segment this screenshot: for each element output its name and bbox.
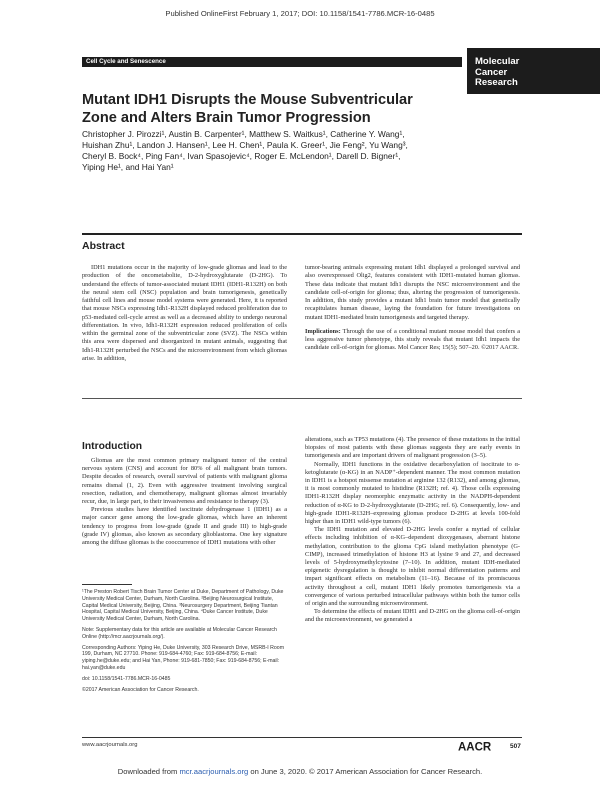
affiliations-footnote: ¹The Preston Robert Tisch Brain Tumor Center at Duke, Department of Pathology, Duke University Medical Center, Durham, North Carolina. ²Beijing Neurosurgical Institute, Capital Medical University, Beijing, China. ³Neurosurgery Department, Beijing Tiantan Hospital, Capital Medical University, Beijing, China. ⁴Duke Cancer Institute, Duke University Medical Center, Durham, North Carolina. — [82, 589, 284, 623]
body-paragraph: Previous studies have identified isocitrate dehydrogenase 1 (IDH1) as a major cancer gene among the low-grade gliomas, which have an inherent tendency to progress from low-grade (grade II and grade III) to high-grade (grade IV) gliomas, also known as secondary glioblastoma. One key signature among the diffuse gliomas is the cooccurrence of IDH1 mutations with other — [82, 506, 287, 547]
abstract-heading: Abstract — [82, 240, 125, 252]
page-footer-rule — [82, 737, 522, 738]
footnotes — [82, 589, 287, 697]
corresponding-authors: Corresponding Authors: Yiping He, Duke University, 303 Research Drive, MSRB-I Room 199, Durham, NC 27710. Phone: 919-684-4760; Fax: 919-684-8756; E-mail: yiping.he@duke.edu; and Hai Yan, Phone: 919-681-7850; Fax: 919-684-8756; E-mail: hai.yan@duke.edu — [82, 644, 285, 671]
journal-name-tab — [467, 48, 600, 94]
article-title — [82, 91, 472, 127]
implications-label: Implications: — [305, 327, 341, 335]
journal-name-line1: Molecular — [475, 56, 520, 67]
introduction-heading: Introduction — [82, 441, 143, 452]
implications-paragraph — [305, 328, 520, 353]
author-line: Christopher J. Pirozzi¹, Austin B. Carpenter¹, Matthew S. Waitkus¹, Catherine Y. Wang¹, — [82, 129, 405, 139]
supplementary-note: Note: Supplementary data for this article are available at Molecular Cancer Research Online (http://mcr.aacrjournals.org/). — [82, 626, 277, 640]
journal-name-line3: Research — [475, 77, 518, 88]
download-suffix: on June 3, 2020. © 2017 American Association for Cancer Research. — [248, 767, 483, 776]
abstract-top-rule — [82, 233, 522, 235]
section-label-bar — [82, 57, 462, 67]
abstract-paragraph: IDH1 mutations occur in the majority of low-grade gliomas and lead to the production of the oncometabolite, D-2-hydroxyglutarate (D-2HG). To understand the effects of tumor-associated mutant IDH1 (IDH1-R132H) on both the neural stem cell (NSC) population and brain tumorigenesis, genetically faithful cell lines and mouse model systems were generated. Here, it is reported that mouse NSCs expressing Idh1-R132H displayed reduced proliferation due to p53-mediated cell-cycle arrest as well as a decreased ability to undergo neuronal differentiation. In vivo, Idh1-R132H expression reduced proliferation of cells within the germinal zone of the subventricular zone (SVZ). The NSCs within this area were dispersed and disorganized in mutant animals, suggesting that Idh1-R132H perturbed the NSCs and the microenvironment from which gliomas arise. In addition, — [82, 264, 287, 362]
download-prefix: Downloaded from — [117, 767, 180, 776]
body-paragraph: Gliomas are the most common primary malignant tumor of the central nervous system (CNS) and account for 80% of all malignant brain tumors. Despite decades of research, overall survival of patients with malignant glioma remains dismal (1, 2). Even with aggressive treatment involving surgical resection, radiation, and chemotherapy, malignant gliomas almost invariably recur, due, in large part, to their invasiveness and resistance to therapy (3). — [82, 457, 287, 506]
author-line: Yiping He¹, and Hai Yan¹ — [82, 162, 174, 172]
abstract-bottom-rule — [82, 398, 522, 399]
journal-url[interactable]: www.aacrjournals.org — [82, 742, 138, 748]
copyright-line: ©2017 American Association for Cancer Research. — [82, 686, 199, 693]
abstract-left-column — [82, 264, 287, 363]
body-paragraph: alterations, such as TP53 mutations (4). The presence of these mutations in the initial biopsies of most patients with these gliomas suggests they are early events in tumorigenesis and are important drivers of malignant progression (3–5). — [305, 436, 520, 460]
body-paragraph: To determine the effects of mutant IDH1 and D-2HG on the glioma cell-of-origin and the microenvironment, we generated a — [305, 608, 520, 624]
title-line-1: Mutant IDH1 Disrupts the Mouse Subventricular — [82, 92, 413, 108]
abstract-paragraph: tumor-bearing animals expressing mutant Idh1 displayed a prolonged survival and also overexpressed Olig2, features consistent with IDH1-mutated human gliomas. These data indicate that mutant Idh1 disrupts the NSC microenvironment and the candidate cell-of-origin for glioma; thus, altering the progression of tumorigenesis. In addition, this study provides a mutant Idh1 brain tumor model that genetically recapitulates human disease, laying the foundation for future investigations on mutant IDH1-mediated brain tumorigenesis and targeted therapy. — [305, 264, 520, 321]
published-online-line: Published OnlineFirst February 1, 2017; DOI: 10.1158/1541-7786.MCR-16-0485 — [165, 9, 435, 18]
aacr-logo — [458, 740, 498, 752]
page-number: 507 — [510, 743, 521, 750]
aacr-logo-text: AACR — [458, 741, 492, 752]
author-line: Huishan Zhu¹, Landon J. Hansen¹, Lee H. Chen¹, Paula K. Greer¹, Jie Feng², Yu Wang³, — [82, 140, 408, 150]
body-paragraph: The IDH1 mutation and elevated D-2HG levels confer a myriad of cellular effects including inhibition of α-KG–dependent dioxygenases, aberrant histone methylation, contribution to the glioma CpG island methylation phenotype (G-CIMP), increased trimethylation of histone H3 at lysine 9 and 27, and decreased levels of 5-hydroxymethylcytosine (7–10). In addition, mutant IDH-mediated epigenetic dysregulation is thought to inhibit normal differentiation patterns and impart significant effects on metabolism (11–16). Because of its promiscuous activity throughout a cell, mutant IDH1 likely promotes tumorigenesis via a convergence of various perturbed intracellular pathways within both the tumor cells of origin and the surrounding microenvironment. — [305, 526, 520, 608]
intro-left-column — [82, 457, 287, 547]
implications-text: Through the use of a conditional mutant mouse model that confers a less aggressive tumor phenotype, this study reveals that mutant Idh1 impacts the candidate cell-of-origin for gliomas. Mol Cancer Res; 15(5); 507–20. ©2017 AACR. — [305, 327, 520, 352]
footnote-rule — [82, 584, 132, 585]
intro-right-column — [305, 436, 520, 625]
doi-line: doi: 10.1158/1541-7786.MCR-16-0485 — [82, 675, 171, 682]
journal-name-line2: Cancer — [475, 66, 508, 78]
author-line: Cheryl B. Bock⁴, Ping Fan⁴, Ivan Spasojevic⁴, Roger E. McLendon¹, Darell D. Bigner¹, — [82, 151, 401, 161]
abstract-right-column — [305, 264, 520, 353]
section-label: Cell Cycle and Senescence — [86, 58, 166, 65]
download-link[interactable]: mcr.aacrjournals.org — [179, 767, 249, 776]
download-line — [0, 767, 600, 776]
body-paragraph: Normally, IDH1 functions in the oxidative decarboxylation of isocitrate to α-ketoglutarate (α-KG) in an NADP⁺-dependent manner. The most common mutation in IDH1 is a hotspot missense mutation at arginine 132 (R132), and among gliomas, it is most commonly mutated to histidine (R132H; ref. 4). Those cells expressing IDH1-R132H display neomorphic enzymatic activity in the NADPH-dependent reduction of α-KG to D-2-hydroxyglutarate (D-2HG; ref. 6). Consequently, low- and high-grade IDH1-R132H–expressing gliomas produce D-2HG at levels 100-fold higher than in IDH1 wild-type tumors (6). — [305, 460, 520, 526]
author-list — [82, 129, 472, 173]
title-line-2: Zone and Alters Brain Tumor Progression — [82, 110, 371, 126]
